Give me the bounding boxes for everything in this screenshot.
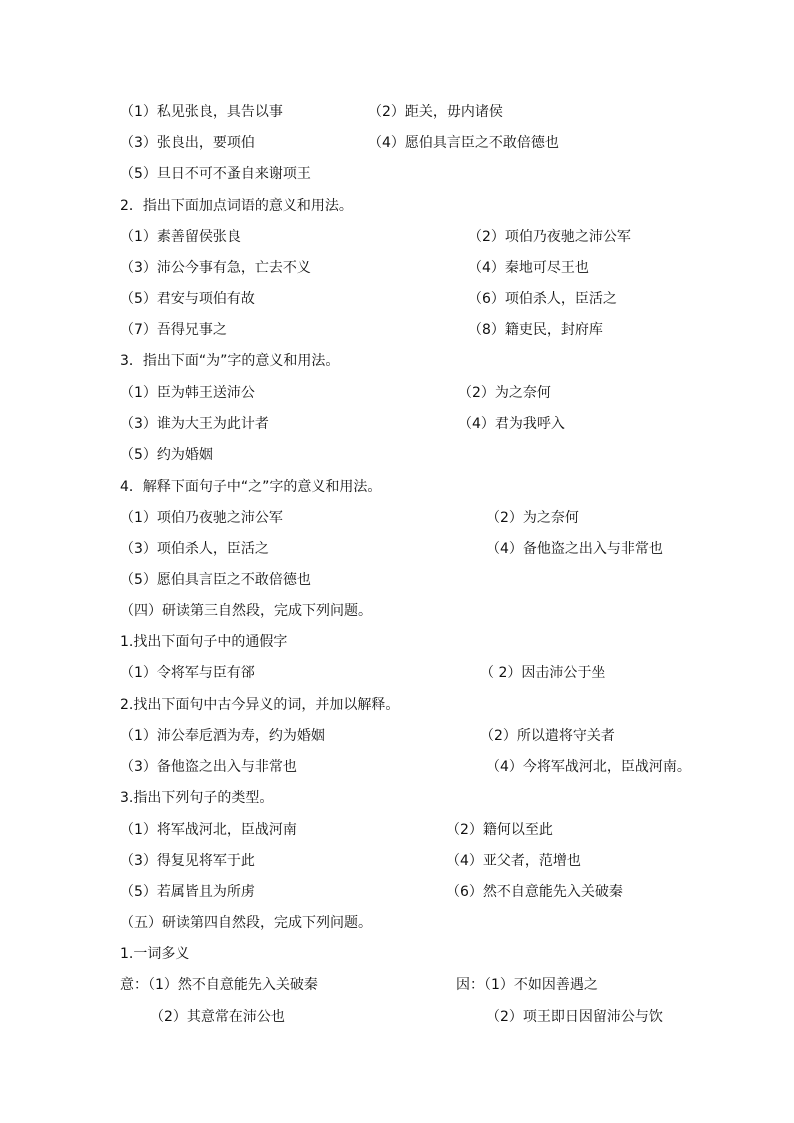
question-item-left: （1）将军战河北，臣战河南: [120, 822, 297, 838]
question-item-left: （1）素善留侯张良: [120, 229, 241, 245]
text-line: [0, 819, 794, 841]
question-item-right: （4）秦地可尽王也: [468, 260, 589, 276]
question-item-left: 1.一词多义: [120, 946, 190, 962]
question-item-right: （4）今将军战河北，臣战河南。: [486, 759, 691, 775]
text-line: [0, 694, 794, 716]
question-item-left: （3）项伯杀人，臣活之: [120, 541, 269, 557]
question-item-right: （2）项伯乃夜驰之沛公军: [468, 229, 631, 245]
question-item-left: （7）吾得兄事之: [120, 322, 227, 338]
question-item-left: （5）约为婚姻: [120, 447, 213, 463]
text-line: [0, 850, 794, 872]
question-item-left: （5）君安与项伯有故: [120, 291, 255, 307]
question-item-left: （1）沛公奉卮酒为寿，约为婚姻: [120, 728, 325, 744]
text-line: [0, 476, 794, 498]
question-item-left: （1）臣为韩王送沛公: [120, 385, 255, 401]
question-item-right: （2）为之奈何: [486, 510, 579, 526]
question-item-left: （3）沛公今事有急，亡去不义: [120, 260, 311, 276]
question-item-right: （4）愿伯具言臣之不敢倍德也: [368, 135, 559, 151]
question-item-left: （2）其意常在沛公也: [150, 1009, 285, 1025]
text-line: [0, 132, 794, 154]
question-item-left: （1）项伯乃夜驰之沛公军: [120, 510, 283, 526]
text-line: [0, 662, 794, 684]
question-item-left: 1.找出下面句子中的通假字: [120, 634, 288, 650]
question-item-left: （5）愿伯具言臣之不敢倍德也: [120, 572, 311, 588]
question-item-left: （3）备他盗之出入与非常也: [120, 759, 297, 775]
question-item-left: （5）旦日不可不蚤自来谢项王: [120, 166, 311, 182]
question-item-right: （2）距关，毋内诸侯: [368, 104, 503, 120]
text-line: [0, 538, 794, 560]
question-item-right: （4）亚父者，范增也: [446, 853, 581, 869]
text-line: [0, 756, 794, 778]
text-line: [0, 350, 794, 372]
text-line: [0, 569, 794, 591]
text-line: [0, 631, 794, 653]
text-line: [0, 881, 794, 903]
question-item-left: （3）得复见将军于此: [120, 853, 255, 869]
text-line: [0, 382, 794, 404]
question-item-right: （ 2）因击沛公于坐: [480, 665, 606, 681]
text-line: [0, 101, 794, 123]
text-line: [0, 319, 794, 341]
question-item-left: 2.找出下面句中古今异义的词，并加以解释。: [120, 697, 400, 713]
text-line: [0, 507, 794, 529]
question-item-left: （3）张良出，要项伯: [120, 135, 255, 151]
text-line: [0, 725, 794, 747]
question-item-right: （2）为之奈何: [458, 385, 551, 401]
question-item-left: （四）研读第三自然段，完成下列问题。: [120, 603, 372, 619]
question-item-right: （6）项伯杀人，臣活之: [468, 291, 617, 307]
question-item-right: （2）所以遣将守关者: [480, 728, 615, 744]
text-line: [0, 787, 794, 809]
question-item-right: （4）君为我呼入: [458, 416, 565, 432]
text-line: [0, 226, 794, 248]
question-item-left: （5）若属皆且为所虏: [120, 884, 255, 900]
question-item-left: 4．解释下面句子中“之”字的意义和用法。: [120, 479, 382, 495]
question-item-left: （1）私见张良，具告以事: [120, 104, 283, 120]
text-line: [0, 912, 794, 934]
text-line: [0, 444, 794, 466]
question-item-right: （8）籍吏民，封府库: [468, 322, 603, 338]
text-line: [0, 600, 794, 622]
text-line: [0, 943, 794, 965]
question-item-left: （3）谁为大王为此计者: [120, 416, 269, 432]
text-line: [0, 1006, 794, 1028]
text-line: [0, 974, 794, 996]
text-line: [0, 195, 794, 217]
question-item-left: （1）令将军与臣有郤: [120, 665, 255, 681]
question-item-right: 因：（1）不如因善遇之: [456, 977, 598, 993]
question-item-right: （2）项王即日因留沛公与饮: [486, 1009, 663, 1025]
question-item-left: 意：（1）然不自意能先入关破秦: [120, 977, 318, 993]
question-item-left: 3.指出下列句子的类型。: [120, 790, 274, 806]
question-item-right: （6）然不自意能先入关破秦: [446, 884, 623, 900]
text-line: [0, 413, 794, 435]
question-item-left: 2．指出下面加点词语的意义和用法。: [120, 198, 353, 214]
text-line: [0, 288, 794, 310]
question-item-left: （五）研读第四自然段，完成下列问题。: [120, 915, 372, 931]
text-line: [0, 257, 794, 279]
question-item-right: （2）籍何以至此: [446, 822, 553, 838]
question-item-right: （4）备他盗之出入与非常也: [486, 541, 663, 557]
question-item-left: 3．指出下面“为”字的意义和用法。: [120, 353, 340, 369]
text-line: [0, 163, 794, 185]
